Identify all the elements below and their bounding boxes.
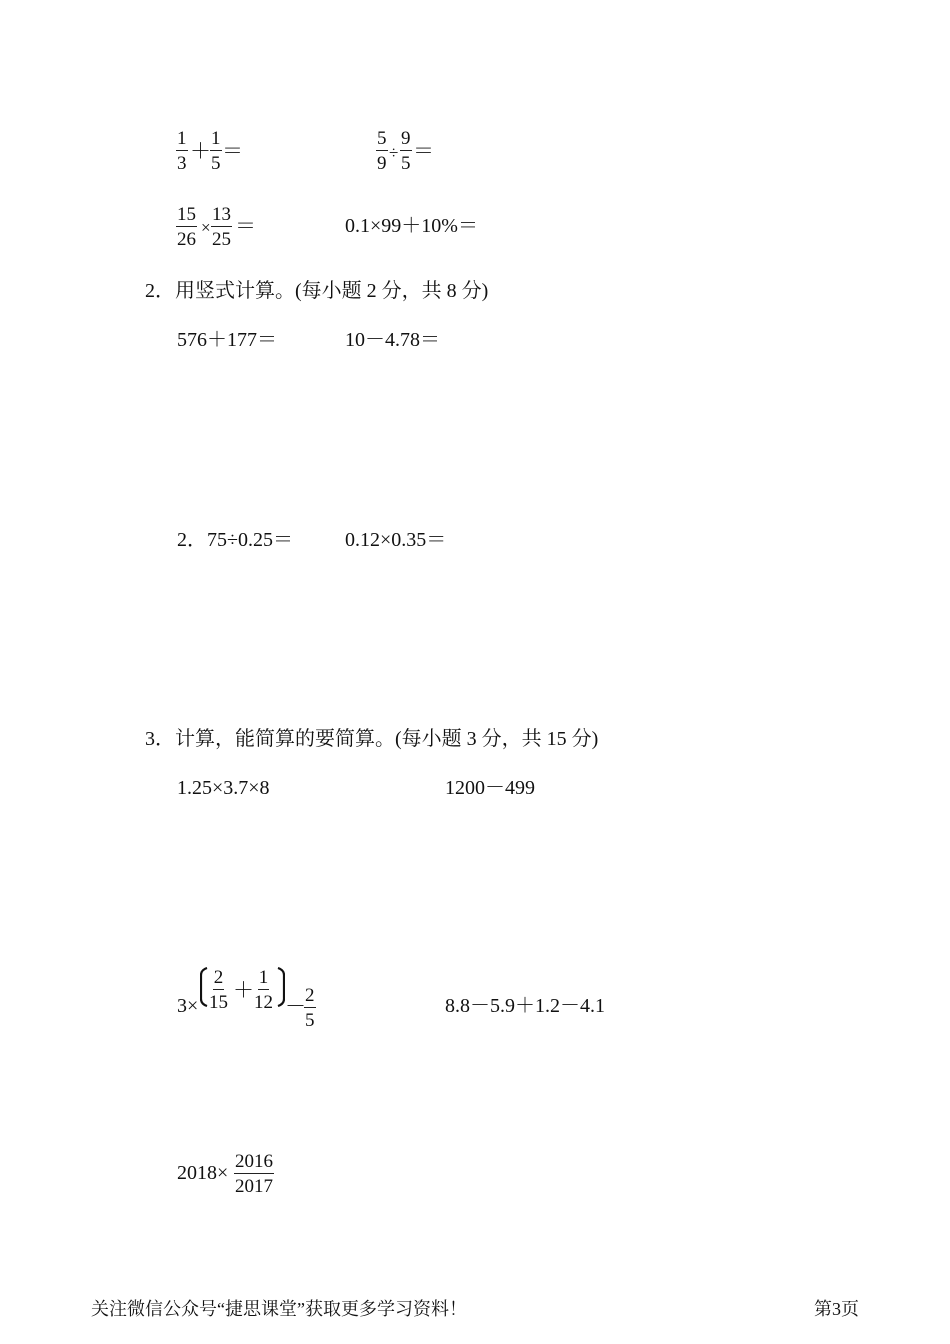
problem-simplify-3-lead: 3× [177, 995, 199, 1017]
numerator: 15 [177, 204, 196, 225]
denominator: 5 [305, 1010, 315, 1031]
numerator: 1 [177, 128, 187, 149]
fraction-1-12 [254, 967, 273, 1013]
section-2-heading: 2．用竖式计算。(每小题 2 分，共 8 分) [145, 280, 489, 302]
fraction-13-25 [211, 204, 232, 250]
numerator: 1 [258, 967, 269, 988]
problem-simplify-4: 8.8－5.9＋1.2－4.1 [445, 995, 605, 1017]
numerator: 1 [211, 128, 221, 149]
numerator: 2016 [235, 1151, 273, 1172]
numerator: 13 [212, 204, 231, 225]
problem-vertical-4: 0.12×0.35＝ [345, 529, 447, 551]
fraction-5-9 [376, 128, 388, 174]
denominator: 26 [177, 229, 196, 250]
fraction-1-3 [176, 128, 188, 174]
fraction-2-15 [209, 967, 228, 1013]
fraction-9-5 [400, 128, 412, 174]
fraction-1-5 [210, 128, 222, 174]
denominator: 2017 [235, 1176, 273, 1197]
equals-sign: ＝ [413, 139, 434, 163]
problem-vertical-1: 576＋177＝ [177, 329, 277, 351]
problem-vertical-2: 10－4.78＝ [345, 329, 440, 351]
plus-sign: ＋ [233, 978, 254, 1002]
problem-simplify-5-lead: 2018× [177, 1162, 229, 1184]
denominator: 12 [254, 992, 273, 1013]
equals-sign: ＝ [222, 139, 243, 163]
numerator: 2 [213, 967, 224, 988]
denominator: 3 [177, 153, 187, 174]
fraction-2-5 [304, 985, 316, 1031]
problem-expression: 0.1×99＋10%＝ [345, 215, 478, 237]
problem-vertical-3: 2．75÷0.25＝ [177, 529, 293, 551]
footer-note: 关注微信公众号“捷思课堂”获取更多学习资料！ [91, 1299, 467, 1319]
times-sign: × [201, 218, 211, 237]
denominator: 5 [401, 153, 411, 174]
numerator: 9 [401, 128, 411, 149]
denominator: 9 [377, 153, 387, 174]
divide-sign: ÷ [389, 143, 399, 162]
equals-sign: ＝ [235, 214, 256, 238]
page-number: 第3页 [814, 1299, 859, 1319]
minus-sign: － [285, 994, 306, 1018]
problem-simplify-1: 1.25×3.7×8 [177, 777, 270, 799]
denominator: 25 [212, 229, 231, 250]
plus-sign: ＋ [190, 139, 211, 163]
numerator: 2 [305, 985, 315, 1006]
fraction-2016-2017 [234, 1151, 274, 1197]
numerator: 5 [377, 128, 387, 149]
right-bracket [276, 967, 285, 1007]
problem-simplify-2: 1200－499 [445, 777, 535, 799]
denominator: 15 [209, 992, 228, 1013]
left-bracket [200, 967, 209, 1007]
section-3-heading: 3．计算，能简算的要简算。(每小题 3 分，共 15 分) [145, 728, 599, 750]
denominator: 5 [211, 153, 221, 174]
fraction-15-26 [176, 204, 197, 250]
